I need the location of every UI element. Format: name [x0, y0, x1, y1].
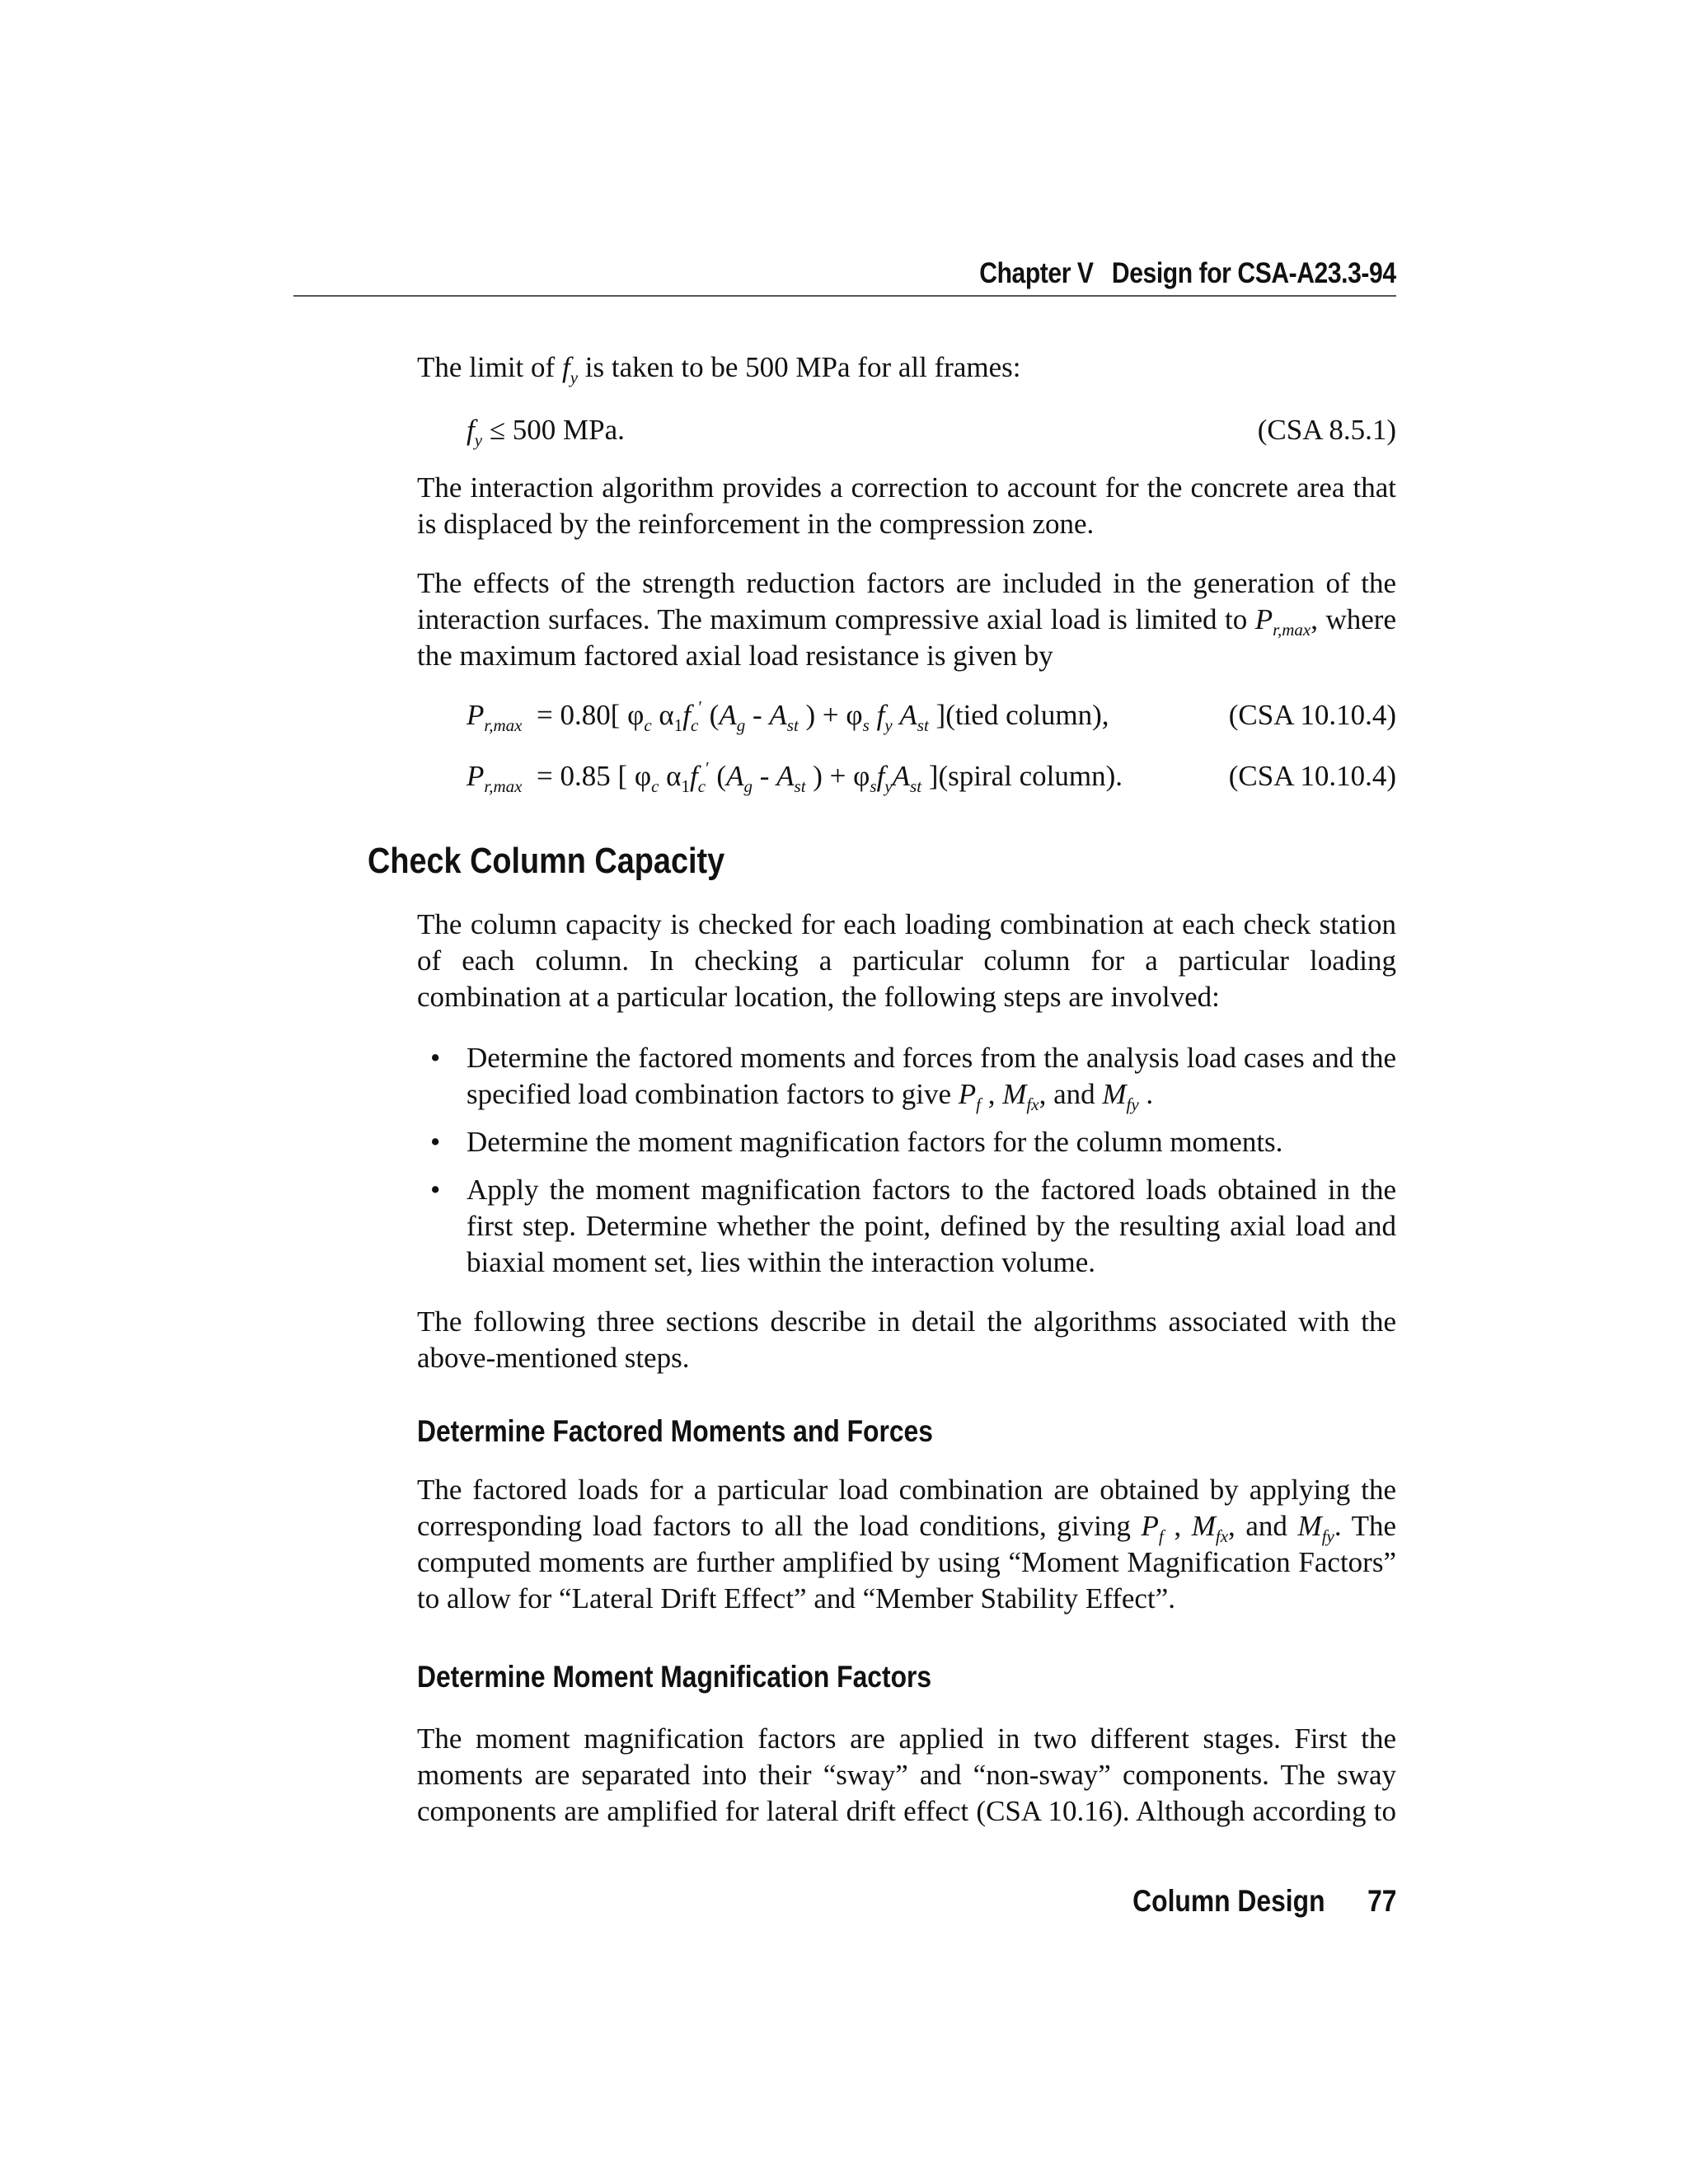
para-factored: The factored loads for a particular load combination are obtained by applying the corresponding load factors to all the load conditions, giving $P_f$ , $M_{fx}$, and $M_{fy}$. The computed moments are further amplified by using “Moment Magnification Factors” to allow for “Lateral Drift Effect” and “Member Stability Effect”. — [417, 1474, 1396, 1615]
list-item: • Determine the moment magnification factors for the column moments. — [417, 1124, 1396, 1160]
header-chapter: Chapter V — [979, 257, 1094, 289]
equation-tied: $P_{r,max} = 0.80$[ $\varphi_c$ $\alpha_1f_c'$ ($A_g - A_{st}$ ) + $\varphi_s$ $f_y$ $A_{st}$ ](tied column), (CSA 10.10.4) — [467, 697, 1396, 735]
steps-list — [417, 1040, 1396, 1292]
capacity-intro: The column capacity is checked for each loading combination at each check station of each column. In checking a particular column for a particular loading combination at a particular location, the following steps are involved: — [417, 908, 1396, 1013]
fy-limit-equation: $f_y \le 500$ MPa. (CSA 8.5.1) — [467, 414, 1396, 450]
equation-spiral: $P_{r,max} = 0.85$ [ $\varphi_c$ $\alpha_1f_c'$ ($A_g - A_{st}$ ) + $\varphi_sf_yA_{st}$ ](spiral column). (CSA 10.10.4) — [467, 758, 1396, 796]
header-text — [980, 257, 1396, 290]
list-item: • Apply the moment magnification factors to the factored loads obtained in the first step. Determine whether the point, defined by the resulting axial load and biaxial moment set, lies within the interaction volume. — [430, 1174, 1396, 1278]
page-footer — [1132, 1884, 1396, 1919]
subsection-title-magnification: Determine Moment Magnification Factors — [417, 1660, 932, 1694]
para-magnification: The moment magnification factors are applied in two different stages. First the moments are separated into their “sway” and “non-sway” components. The sway components are amplified for lateral drift effect (CSA 10.16). Although according to — [417, 1722, 1396, 1827]
para-interaction: The interaction algorithm provides a correction to account for the concrete area that is displaced by the reinforcement in the compression zone. — [417, 471, 1396, 540]
equation-tied-reference: (CSA 10.10.4) — [1228, 699, 1396, 731]
para-effects: The effects of the strength reduction factors are included in the generation of the interaction surfaces. The maximum compressive axial load is limited to $P_{r,max}$, where the maximum factored axial load resistance is given by — [417, 567, 1396, 672]
para-following: The following three sections describe in detail the algorithms associated with the above-mentioned steps. — [417, 1305, 1396, 1374]
equation-spiral-reference: (CSA 10.10.4) — [1228, 760, 1396, 792]
bullet-dot: • — [430, 1042, 441, 1074]
section-title: Check Column Capacity — [368, 841, 725, 881]
running-header — [293, 257, 1396, 297]
bullet-dot: • — [430, 1126, 441, 1158]
page-number: 77 — [1367, 1884, 1396, 1918]
fy-limit-intro: The limit of $f_y$ is taken to be 500 MPa for all frames: — [417, 351, 1021, 387]
subsection-title-factored: Determine Factored Moments and Forces — [417, 1414, 933, 1448]
list-item: • Determine the factored moments and forces from the analysis load cases and the specified load combination factors to give $P_f$ , $M_{fx}$, and $M_{fy}$ . — [430, 1042, 1396, 1114]
footer-section: Column Design — [1132, 1884, 1325, 1918]
fy-limit-reference: (CSA 8.5.1) — [1257, 414, 1396, 446]
bullet-dot: • — [430, 1174, 441, 1206]
header-title: Design for CSA-A23.3-94 — [1112, 257, 1396, 289]
